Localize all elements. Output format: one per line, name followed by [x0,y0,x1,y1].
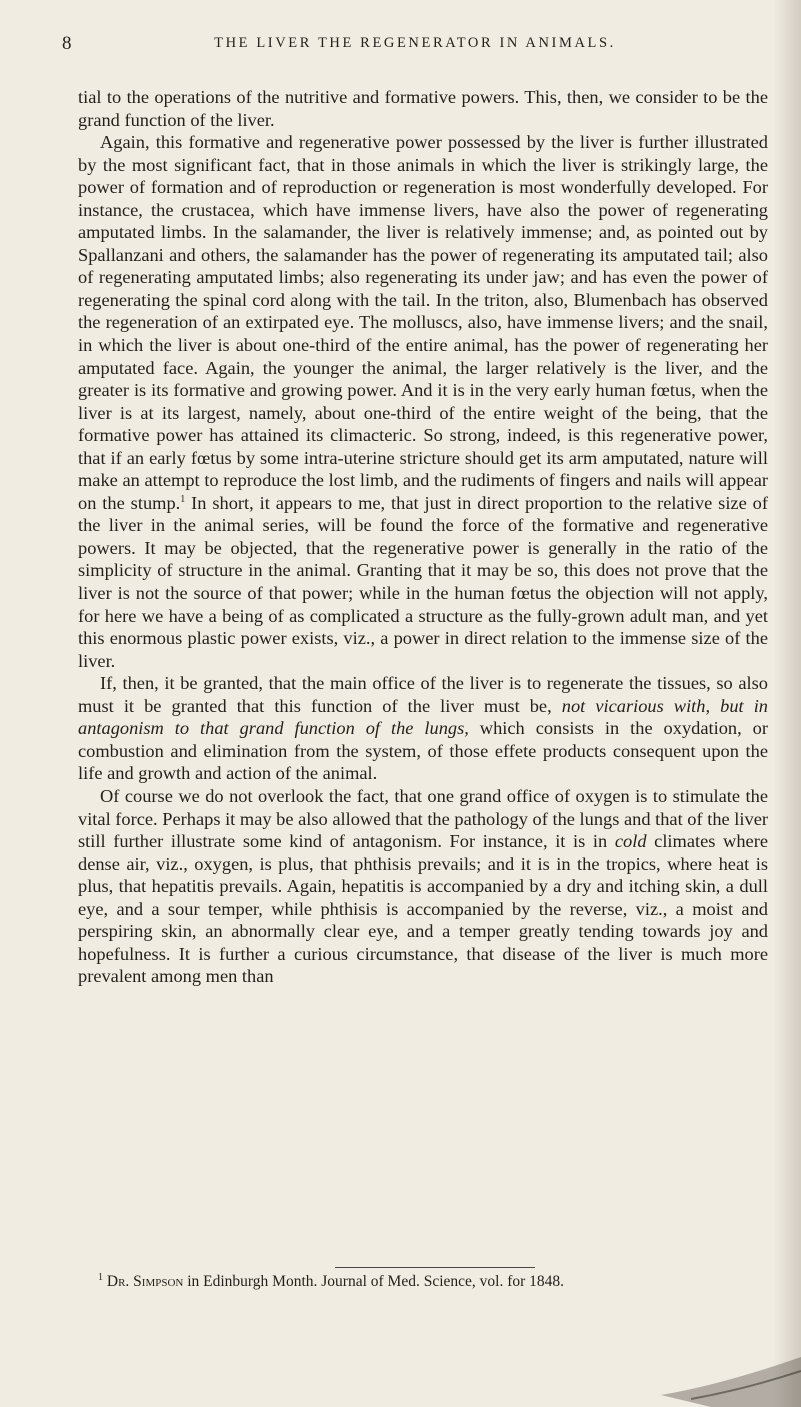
page-edge-shadow [773,0,801,1407]
paragraph-2-text-b: In short, it appears to me, that just in direct proportion to the relative size of the liver in the animal series, will be found the force of the formative and regenerative powers. It may be objected, that the regenerative power is generally in the ratio of the simplicity of structure in the animal. Granting that it may be so, this does not prove that the liver is not the source of that power; while in the human fœtus the objection will not apply, for here we have a being of as complicated a structure as the fully-grown adult man, and yet this enormous plastic power exists, viz., a power in direct relation to the immense size of the liver. [78,492,768,671]
paragraph-3-text-b: which consists in the oxydation, or combustion and elimination from the system, of those effete products consequent upon the life and growth and action of the animal. [78,718,768,784]
running-head: THE LIVER THE REGENERATOR IN ANIMALS. [214,35,616,51]
paragraph-2 [78,131,768,672]
page-number: 8 [62,33,72,54]
paragraph-4 [78,785,768,988]
footnote-reference[interactable]: 1 [180,493,186,505]
paragraph-4-text-b: climates where dense air, viz., oxygen, is plus, that phthisis prevails; and it is in the tropics, where heat is plus, that hepatitis prevails. Again, hepatitis is accompanied by a dry and itching skin, a dull eye, and a sour temper, while phthisis is accompanied by the reverse, viz., a moist and perspiring skin, an abnormally clear eye, and a temper greatly tending towards joy and hopefulness. It is further a curious circumstance, that disease of the liver is much more prevalent among men than [78,831,768,987]
footnote-text: in Edinburgh Month. Journal of Med. Science, vol. for 1848. [187,1273,565,1290]
body-text [78,86,768,988]
footnote-divider [335,1267,535,1268]
paragraph-4-emphasis: cold [614,831,647,852]
footnote-author: Dr. Simpson [106,1273,184,1290]
footnote [98,1272,768,1292]
paragraph-3 [78,672,768,785]
footnote-marker: 1 [98,1271,103,1283]
paragraph-1-text: tial to the operations of the nutritive and formative powers. This, then, we consider to be the grand function of the liver. [78,87,768,130]
paragraph-2-text-a: Again, this formative and regenerative power possessed by the liver is further illustrated by the most significant fact, that in those animals in which the liver is strikingly large, the power of formation and of reproduction or regeneration is most wonderfully developed. For instance, the crustacea, which have immense livers, have also the power of regenerating amputated limbs. In the salamander, the liver is relatively immense; and, as pointed out by Spallanzani and others, the salamander has the power of regenerating its amputated tail; also of regenerating amputated limbs; also regenerating its under jaw; and has even the power of regenerating the spinal cord along with the tail. In the triton, also, Blumenbach has observed the regeneration of an extirpated eye. The molluscs, also, have immense livers; and the snail, in which the liver is about one-third of the entire animal, has the power of regenerating her amputated face. Again, the younger the animal, the larger relatively is the liver, and the greater is its formative and growing power. And it is in the very early human fœtus, when the liver is at its largest, namely, about one-third of the entire weight of the being, that the formative power has attained its climacteric. So strong, indeed, is this regenerative power, that if an early fœtus by some intra-uterine stricture should get its arm amputated, nature will make an attempt to reproduce the lost limb, and the rudiments of fingers and nails will appear on the stump. [78,132,768,513]
paragraph-3-text-a: If, then, it be granted, that the main office of the liver is to regenerate the tissues, so also must it be granted that this function of the liver must be, [78,673,768,716]
page-curl-mark [651,1337,801,1407]
page-header [62,33,768,57]
paragraph-3-emphasis: not vicarious with, but in antagonism to that grand function of the lungs, [78,695,768,739]
paragraph-1 [78,86,768,131]
paragraph-4-text-a: Of course we do not overlook the fact, that one grand office of oxygen is to stimulate the vital force. Perhaps it may be also allowed that the pathology of the lungs and that of the liver still further illustrate some kind of antagonism. For instance, it is in [78,785,768,852]
